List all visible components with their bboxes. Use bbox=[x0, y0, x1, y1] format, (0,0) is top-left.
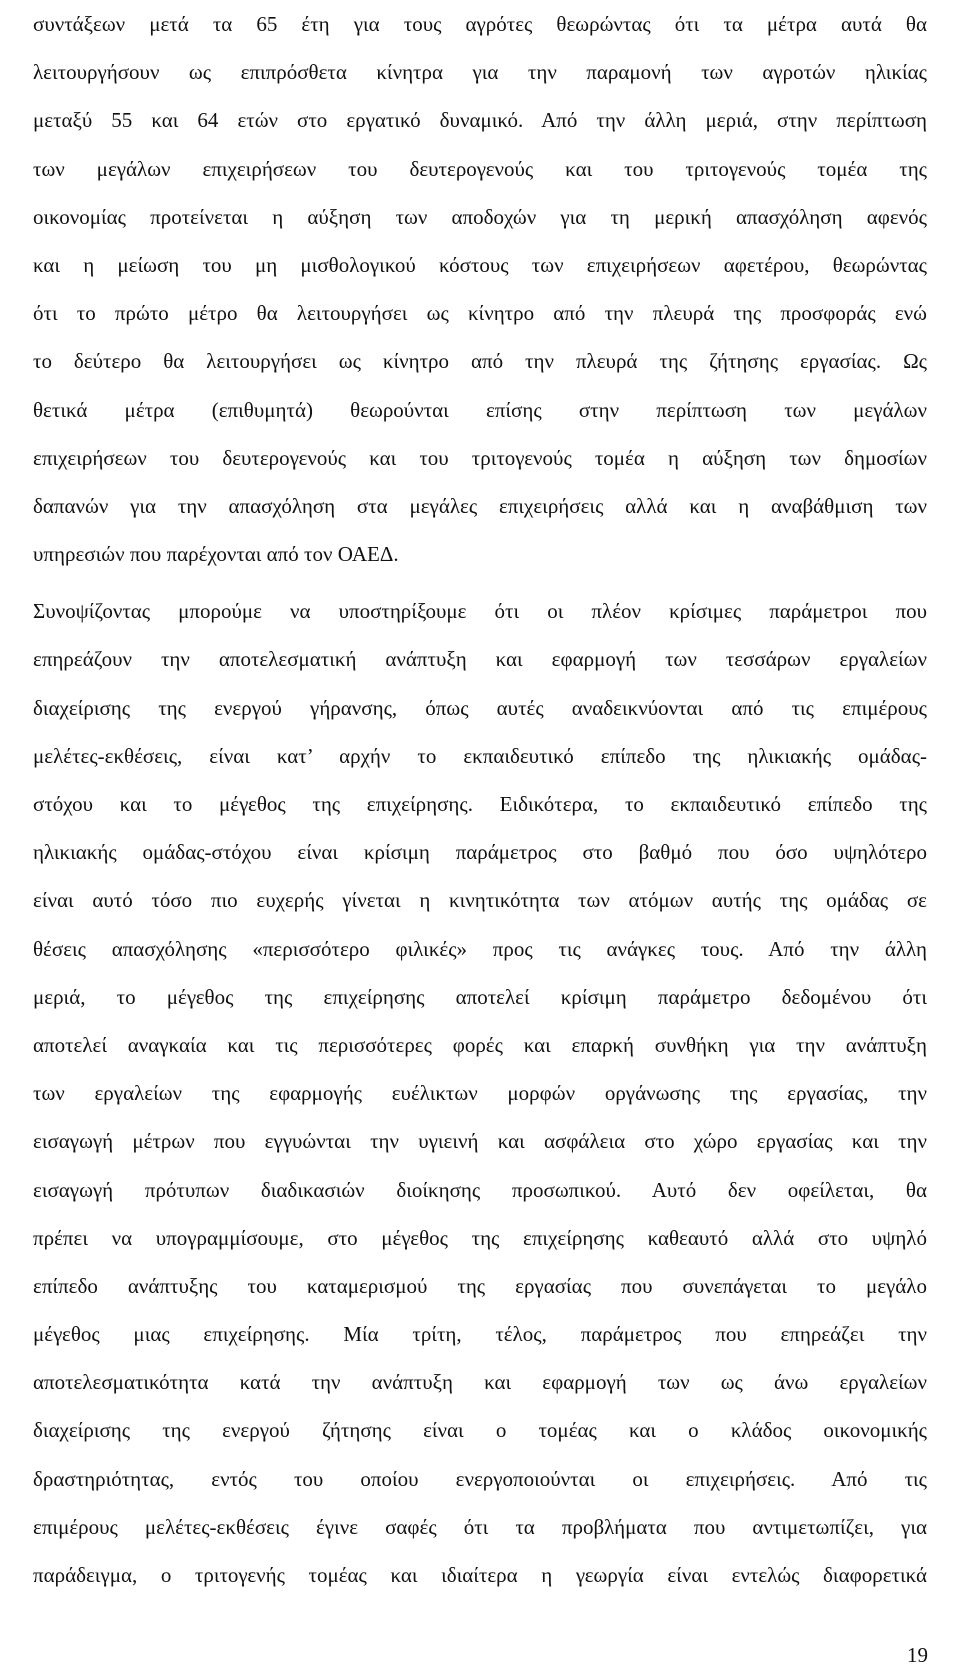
text-line: είναι αυτό τόσο πιο ευχερής γίνεται η κινητικότητα των ατόμων αυτής της ομάδας σε bbox=[33, 888, 927, 913]
text-line: των μεγάλων επιχειρήσεων του δευτερογενούς και του τριτογενούς τομέα της bbox=[33, 156, 927, 181]
text-line: ότι το πρώτο μέτρο θα λειτουργήσει ως κίνητρο από την πλευρά της προσφοράς ενώ bbox=[33, 301, 927, 326]
text-line: επίπεδο ανάπτυξης του καταμερισμού της εργασίας που συνεπάγεται το μεγάλο bbox=[33, 1273, 927, 1298]
text-line: δαπανών για την απασχόληση στα μεγάλες επιχειρήσεις αλλά και η αναβάθμιση των bbox=[33, 493, 927, 518]
text-line: Συνοψίζοντας μπορούμε να υποστηρίξουμε ότι οι πλέον κρίσιμες παράμετροι που bbox=[33, 599, 927, 624]
text-line: υπηρεσιών που παρέχονται από τον ΟΑΕΔ. bbox=[33, 542, 399, 567]
text-line: εισαγωγή μέτρων που εγγυώνται την υγιεινή και ασφάλεια στο χώρο εργασίας και την bbox=[33, 1129, 927, 1154]
text-line: λειτουργήσουν ως επιπρόσθετα κίνητρα για την παραμονή των αγροτών ηλικίας bbox=[33, 60, 927, 85]
text-line: επιμέρους μελέτες-εκθέσεις έγινε σαφές ότι τα προβλήματα που αντιμετωπίζει, για bbox=[33, 1514, 927, 1539]
text-line: μεταξύ 55 και 64 ετών στο εργατικό δυναμικό. Από την άλλη μεριά, στην περίπτωση bbox=[33, 108, 927, 133]
text-line: μελέτες-εκθέσεις, είναι κατ’ αρχήν το εκπαιδευτικό επίπεδο της ηλικιακής ομάδας- bbox=[33, 743, 927, 768]
text-line: εισαγωγή πρότυπων διαδικασιών διοίκησης προσωπικού. Αυτό δεν οφείλεται, θα bbox=[33, 1177, 927, 1202]
text-line: συντάξεων μετά τα 65 έτη για τους αγρότες θεωρώντας ότι τα μέτρα αυτά θα bbox=[33, 12, 927, 36]
text-line: επιχειρήσεων του δευτερογενούς και του τριτογενούς τομέα η αύξηση των δημοσίων bbox=[33, 445, 927, 470]
text-line: θέσεις απασχόλησης «περισσότερο φιλικές» προς τις ανάγκες τους. Από την άλλη bbox=[33, 936, 927, 961]
text-line: ηλικιακής ομάδας-στόχου είναι κρίσιμη παράμετρος στο βαθμό που όσο υψηλότερο bbox=[33, 840, 927, 865]
paragraph bbox=[33, 587, 927, 1599]
text-line: των εργαλείων της εφαρμογής ευέλικτων μορφών οργάνωσης της εργασίας, την bbox=[33, 1081, 927, 1106]
text-line: οικονομίας προτείνεται η αύξηση των αποδοχών για τη μερική απασχόληση αφενός bbox=[33, 204, 927, 229]
paragraph bbox=[33, 0, 927, 578]
text-line: και η μείωση του μη μισθολογικού κόστους των επιχειρήσεων αφετέρου, θεωρώντας bbox=[33, 252, 927, 277]
text-line: δραστηριότητας, εντός του οποίου ενεργοποιούνται οι επιχειρήσεις. Από τις bbox=[33, 1466, 927, 1491]
text-line: διαχείρισης της ενεργού ζήτησης είναι ο τομέας και ο κλάδος οικονομικής bbox=[33, 1418, 927, 1443]
text-line: το δεύτερο θα λειτουργήσει ως κίνητρο από την πλευρά της ζήτησης εργασίας. Ως bbox=[33, 349, 927, 374]
text-line: επηρεάζουν την αποτελεσματική ανάπτυξη και εφαρμογή των τεσσάρων εργαλείων bbox=[33, 647, 927, 672]
page-number: 19 bbox=[907, 1643, 928, 1667]
text-line: πρέπει να υπογραμμίσουμε, στο μέγεθος της επιχείρησης καθεαυτό αλλά στο υψηλό bbox=[33, 1225, 927, 1250]
text-line: θετικά μέτρα (επιθυμητά) θεωρούνται επίσης στην περίπτωση των μεγάλων bbox=[33, 397, 927, 422]
text-line: παράδειγμα, ο τριτογενής τομέας και ιδιαίτερα η γεωργία είναι εντελώς διαφορετικά bbox=[33, 1563, 927, 1587]
text-line: μέγεθος μιας επιχείρησης. Μία τρίτη, τέλος, παράμετρος που επηρεάζει την bbox=[33, 1322, 927, 1347]
text-line: στόχου και το μέγεθος της επιχείρησης. Ειδικότερα, το εκπαιδευτικό επίπεδο της bbox=[33, 792, 927, 816]
document-body bbox=[33, 0, 927, 1599]
text-line: αποτελεί αναγκαία και τις περισσότερες φορές και επαρκή συνθήκη για την ανάπτυξη bbox=[33, 1032, 927, 1057]
text-line: μεριά, το μέγεθος της επιχείρησης αποτελεί κρίσιμη παράμετρο δεδομένου ότι bbox=[33, 984, 927, 1009]
text-line: διαχείρισης της ενεργού γήρανσης, όπως αυτές αναδεικνύονται από τις επιμέρους bbox=[33, 695, 927, 720]
text-line: αποτελεσματικότητα κατά την ανάπτυξη και εφαρμογή των ως άνω εργαλείων bbox=[33, 1370, 927, 1395]
